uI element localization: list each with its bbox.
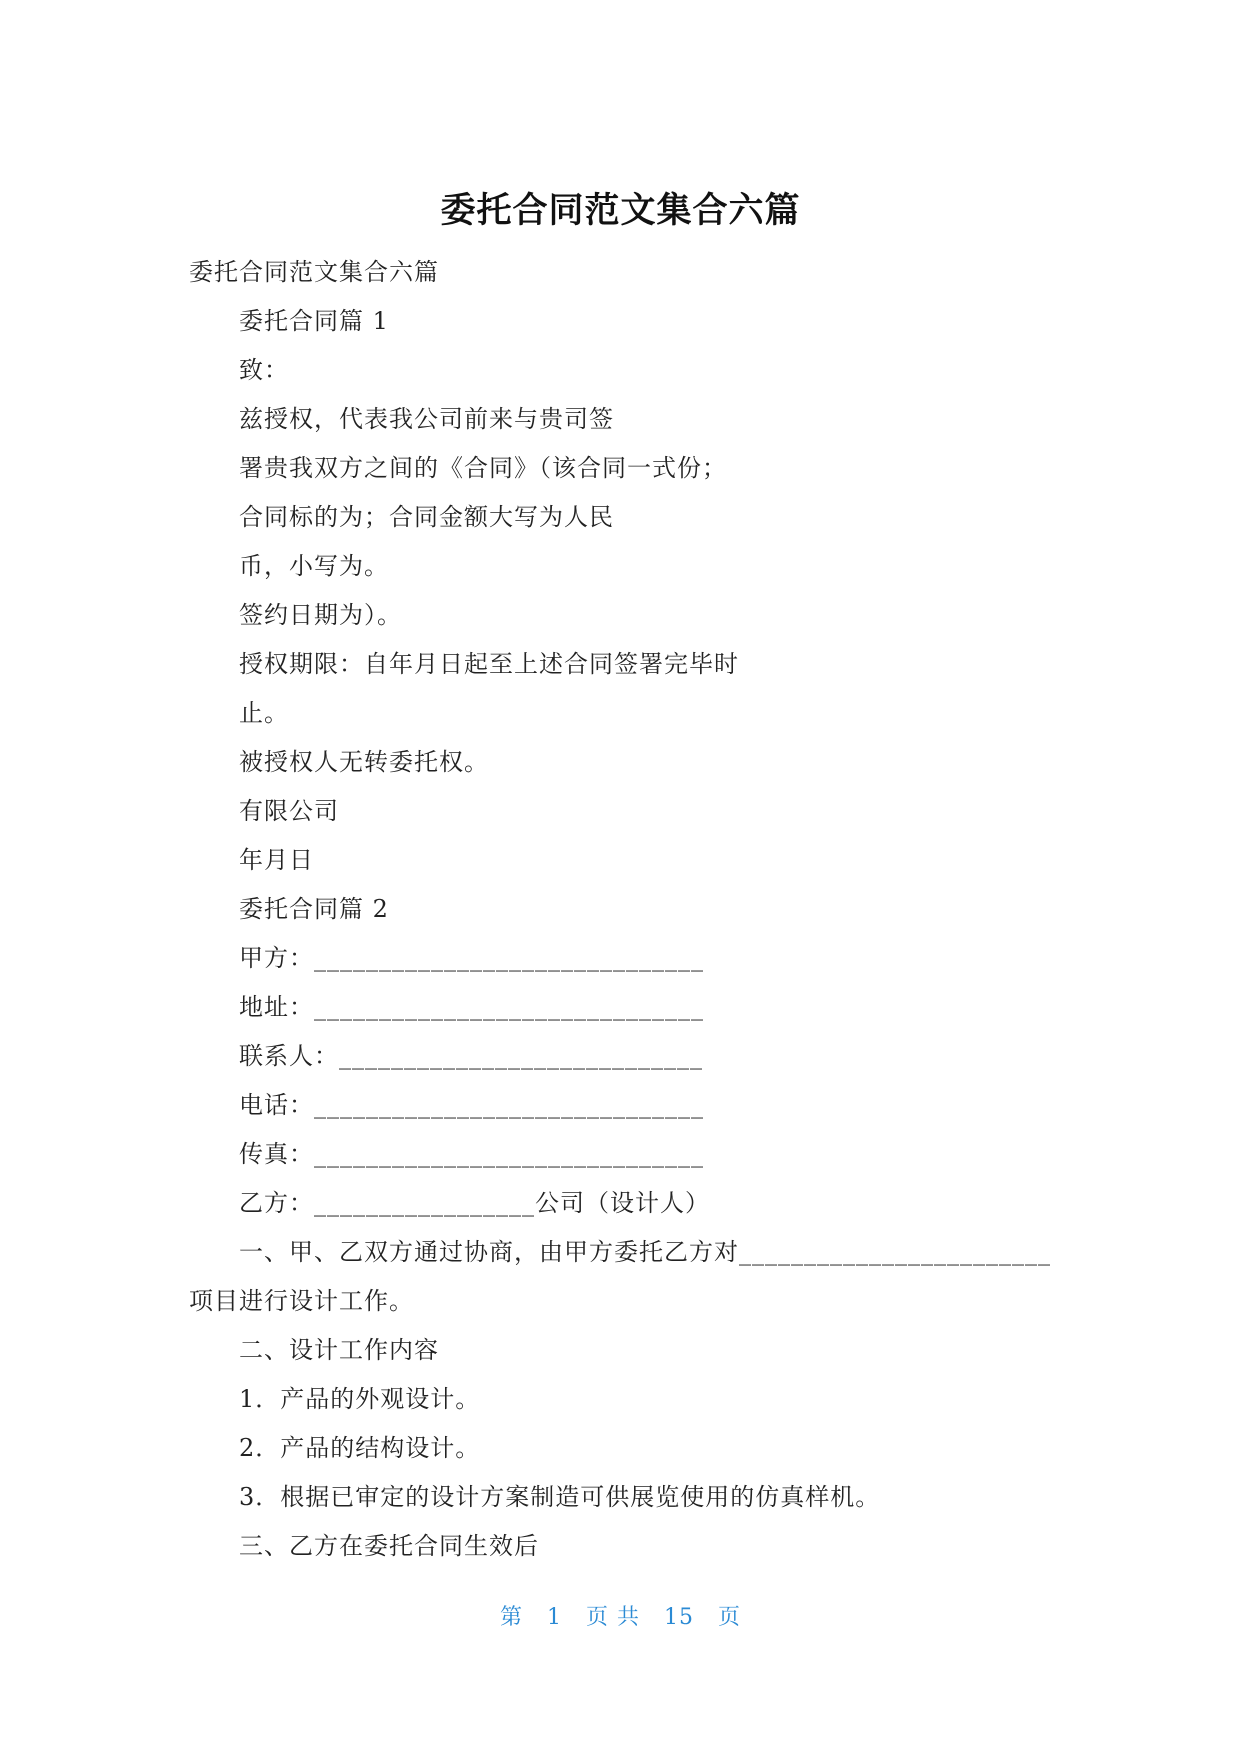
paragraph-line: 地址：______________________________ bbox=[239, 993, 704, 1021]
footer-total-pages: 15 bbox=[664, 1605, 694, 1630]
footer-label-pages: 页 bbox=[718, 1605, 742, 1630]
paragraph-line: 电话：______________________________ bbox=[239, 1091, 704, 1119]
paragraph-line: 署贵我双方之间的《合同》（该合同一式份； bbox=[239, 454, 727, 482]
paragraph-line: 委托合同篇 1 bbox=[239, 307, 389, 335]
paragraph-line: 2．产品的结构设计。 bbox=[239, 1434, 481, 1462]
paragraph-line: 一、甲、乙双方通过协商，由甲方委托乙方对________________________ bbox=[239, 1238, 1051, 1266]
page-footer bbox=[0, 1603, 1241, 1633]
footer-label-page-of: 页 共 bbox=[586, 1605, 640, 1630]
paragraph-line: 兹授权，代表我公司前来与贵司签 bbox=[239, 405, 614, 433]
document-title: 委托合同范文集合六篇 bbox=[440, 191, 801, 231]
paragraph-line: 二、设计工作内容 bbox=[239, 1336, 439, 1364]
paragraph-line: 致： bbox=[239, 356, 289, 384]
paragraph-line: 乙方：_________________公司（设计人） bbox=[239, 1189, 710, 1217]
paragraph-line: 1．产品的外观设计。 bbox=[239, 1385, 481, 1413]
paragraph-line: 甲方：______________________________ bbox=[239, 944, 704, 972]
document-body bbox=[189, 248, 1069, 1571]
paragraph-line: 三、乙方在委托合同生效后 bbox=[239, 1532, 539, 1560]
paragraph-line: 签约日期为）。 bbox=[239, 601, 402, 629]
paragraph-line: 3．根据已审定的设计方案制造可供展览使用的仿真样机。 bbox=[239, 1483, 881, 1511]
paragraph-line: 授权期限：自年月日起至上述合同签署完毕时 bbox=[239, 650, 739, 678]
footer-current-page: 1 bbox=[547, 1605, 562, 1630]
paragraph-line: 年月日 bbox=[239, 846, 314, 874]
paragraph-line: 被授权人无转委托权。 bbox=[239, 748, 489, 776]
paragraph-line: 币，小写为。 bbox=[239, 552, 389, 580]
paragraph-line: 传真：______________________________ bbox=[239, 1140, 704, 1168]
paragraph-line: 委托合同篇 2 bbox=[239, 895, 389, 923]
paragraph-line: 有限公司 bbox=[239, 797, 339, 825]
paragraph-line: 止。 bbox=[239, 699, 289, 727]
paragraph-line: 联系人：____________________________ bbox=[239, 1042, 703, 1070]
footer-label-page: 第 bbox=[499, 1605, 523, 1630]
paragraph-line: 委托合同范文集合六篇 bbox=[189, 258, 439, 286]
paragraph-line: 合同标的为；合同金额大写为人民 bbox=[239, 503, 614, 531]
paragraph-line: 项目进行设计工作。 bbox=[189, 1287, 414, 1315]
